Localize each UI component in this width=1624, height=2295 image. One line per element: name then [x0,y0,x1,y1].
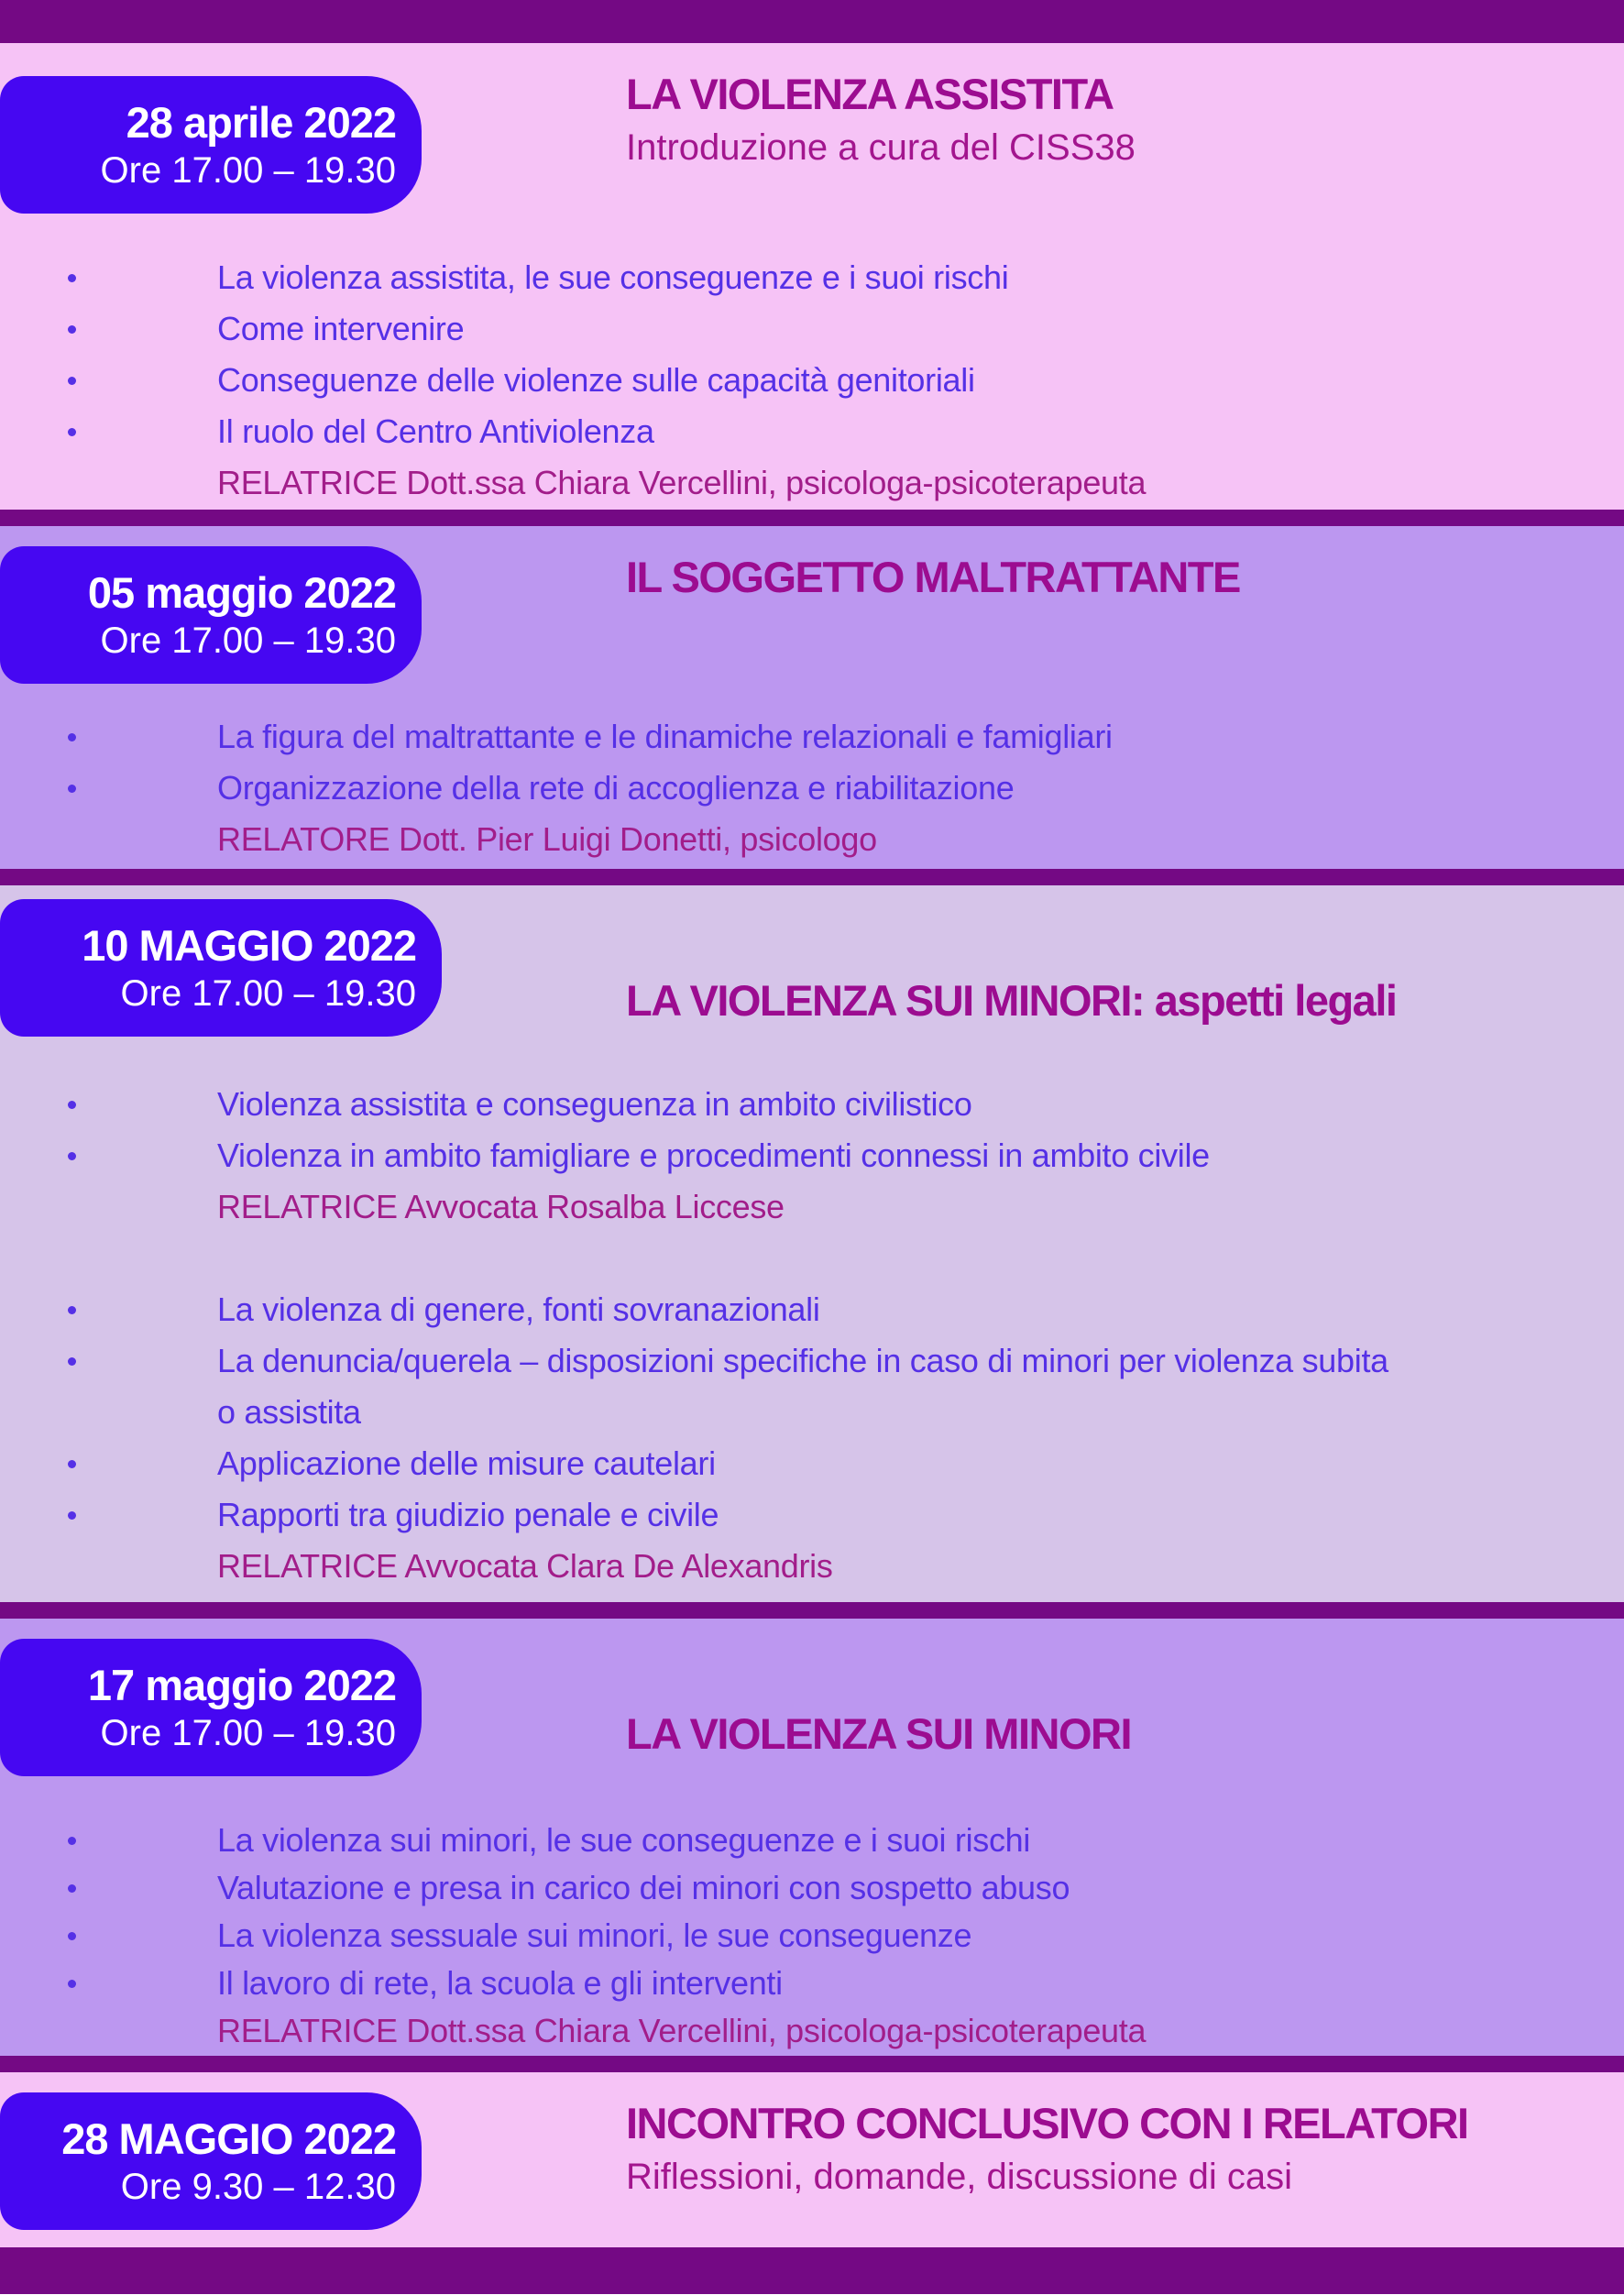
session-subtitle: Introduzione a cura del CISS38 [626,126,1136,168]
speaker-line: RELATRICE Dott.ssa Chiara Vercellini, psicologa-psicoterapeuta [217,464,1147,501]
topic-item: Rapporti tra giudizio penale e civile [0,1489,1624,1541]
topic-group [0,1079,1624,1233]
session-heading-block [626,885,1396,1025]
date-badge [0,899,442,1037]
session-header [0,1619,1624,1776]
topic-item: Il ruolo del Centro Antiviolenza [0,406,1624,457]
session-title: LA VIOLENZA SUI MINORI: aspetti legali [626,976,1397,1025]
topic-item: Applicazione delle misure cautelari [0,1438,1624,1489]
session-panel [0,2072,1624,2247]
topic-item: Il lavoro di rete, la scuola e gli interventi [0,1960,1624,2007]
date-badge [0,76,422,214]
session-date: 17 maggio 2022 [87,1660,396,1709]
topic-item: La violenza di genere, fonti sovranazionali [0,1284,1624,1335]
top-bar [0,0,1624,43]
session-content [0,1079,1624,1592]
topic-item: Violenza in ambito famigliare e procedimenti connessi in ambito civile [0,1130,1624,1181]
topic-item: Valutazione e presa in carico dei minori con sospetto abuso [0,1864,1624,1912]
session-date: 28 aprile 2022 [126,97,396,147]
topic-list [0,1079,1624,1181]
session-header [0,526,1624,684]
session-header [0,2072,1624,2230]
date-badge [0,546,422,684]
session-panel [0,43,1624,510]
date-badge [0,2092,422,2230]
topic-item: Organizzazione della rete di accoglienza e riabilitazione [0,763,1624,814]
session-title: IL SOGGETTO MALTRATTANTE [626,553,1240,601]
topic-list [0,1284,1624,1541]
section-divider [0,1602,1624,1619]
topic-list [0,1817,1624,2007]
session-date: 28 MAGGIO 2022 [61,2114,396,2163]
session-heading-block [626,43,1136,168]
session-heading-block [626,1619,1131,1758]
topic-group [0,252,1624,509]
bottom-bar [0,2247,1624,2294]
section-divider [0,2056,1624,2072]
topic-group [0,1284,1624,1592]
session-content [0,1817,1624,2055]
speaker-line: RELATRICE Avvocata Clara De Alexandris [217,1547,833,1585]
session-subtitle: Riflessioni, domande, discussione di casi [626,2156,1293,2197]
topic-item: La figura del maltrattante e le dinamiche relazionali e famigliari [0,711,1624,763]
session-header [0,43,1624,214]
session-date: 10 MAGGIO 2022 [82,920,416,970]
session-header [0,885,1624,1037]
flyer-body [0,43,1624,2247]
session-time: Ore 17.00 – 19.30 [100,620,396,662]
speaker-line: RELATRICE Avvocata Rosalba Liccese [217,1188,785,1225]
topic-item: La violenza sui minori, le sue conseguenze e i suoi rischi [0,1817,1624,1864]
topic-item: La denuncia/querela – disposizioni specifiche in caso di minori per violenza subita o assistita [0,1335,1624,1438]
session-title: INCONTRO CONCLUSIVO CON I RELATORI [626,2099,1468,2147]
speaker-line: RELATORE Dott. Pier Luigi Donetti, psicologo [217,820,877,858]
session-title: LA VIOLENZA ASSISTITA [626,70,1114,118]
date-badge [0,1639,422,1776]
session-time: Ore 9.30 – 12.30 [120,2167,396,2208]
topic-item: La violenza assistita, le sue conseguenze e i suoi rischi [0,252,1624,303]
session-heading-block [626,526,1240,601]
session-heading-block [626,2072,1468,2197]
session-date: 05 maggio 2022 [87,567,396,617]
session-title: LA VIOLENZA SUI MINORI [626,1709,1132,1758]
speaker-line: RELATRICE Dott.ssa Chiara Vercellini, psicologa-psicoterapeuta [217,2012,1147,2049]
topic-item: Come intervenire [0,303,1624,355]
section-divider [0,869,1624,885]
topic-item: La violenza sessuale sui minori, le sue conseguenze [0,1912,1624,1960]
topic-item: Violenza assistita e conseguenza in ambito civilistico [0,1079,1624,1130]
session-time: Ore 17.00 – 19.30 [100,150,396,192]
session-panel [0,526,1624,869]
session-content [0,252,1624,509]
session-content [0,711,1624,865]
section-divider [0,510,1624,526]
session-panel [0,1619,1624,2056]
session-time: Ore 17.00 – 19.30 [120,973,416,1015]
topic-group [0,1817,1624,2055]
topic-list [0,252,1624,457]
session-panel [0,885,1624,1602]
topic-item: Conseguenze delle violenze sulle capacità genitoriali [0,355,1624,406]
topic-group [0,711,1624,865]
topic-list [0,711,1624,814]
session-time: Ore 17.00 – 19.30 [100,1713,396,1754]
